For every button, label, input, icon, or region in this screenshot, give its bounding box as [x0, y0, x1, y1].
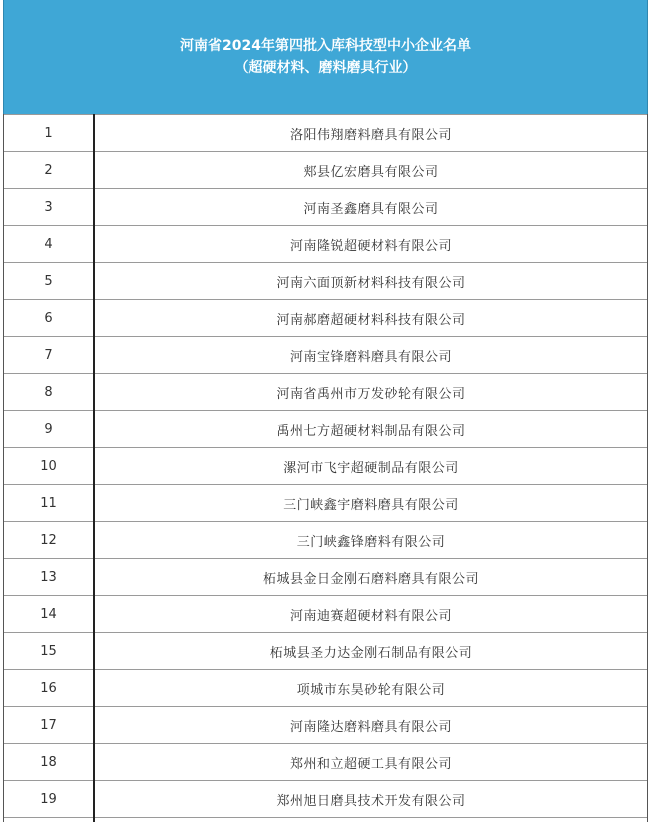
row-number: 1: [4, 115, 94, 152]
table-row: [4, 781, 647, 818]
company-name: 项城市东昊砂轮有限公司: [94, 670, 647, 707]
row-number: 3: [4, 189, 94, 226]
company-name: 河南宝锋磨料磨具有限公司: [94, 337, 647, 374]
list-header: [3, 0, 648, 114]
table-row: [4, 226, 647, 263]
row-number: 10: [4, 448, 94, 485]
company-name: 河南省禹州市万发砂轮有限公司: [94, 374, 647, 411]
row-number: 13: [4, 559, 94, 596]
row-number: 2: [4, 152, 94, 189]
row-number: 11: [4, 485, 94, 522]
company-name: 柘城县圣力达金刚石制品有限公司: [94, 633, 647, 670]
page-title: 河南省2024年第四批入库科技型中小企业名单: [180, 38, 471, 54]
row-number: 19: [4, 781, 94, 818]
row-number: 7: [4, 337, 94, 374]
row-number: [4, 818, 94, 822]
page-subtitle: （超硬材料、磨料磨具行业）: [234, 60, 417, 76]
table-row: [4, 744, 647, 781]
table-row: [4, 596, 647, 633]
company-name: 三门峡鑫锋磨料有限公司: [94, 522, 647, 559]
table-row: [4, 152, 647, 189]
table-row: [4, 707, 647, 744]
table-row: [4, 189, 647, 226]
row-number: 17: [4, 707, 94, 744]
table-row: [4, 337, 647, 374]
company-name: 郑州和立超硬工具有限公司: [94, 744, 647, 781]
company-name: 漯河市飞宇超硬制品有限公司: [94, 448, 647, 485]
row-number: 8: [4, 374, 94, 411]
row-number: 4: [4, 226, 94, 263]
company-name: 河南圣鑫磨具有限公司: [94, 189, 647, 226]
table-row: [4, 411, 647, 448]
company-name: 柘城县金日金刚石磨料磨具有限公司: [94, 559, 647, 596]
row-number: 9: [4, 411, 94, 448]
table-row: [4, 818, 647, 822]
company-name: 洛阳伟翔磨料磨具有限公司: [94, 115, 647, 152]
row-number: 18: [4, 744, 94, 781]
company-name: 河南六面顶新材料科技有限公司: [94, 263, 647, 300]
company-table-wrapper: [3, 114, 648, 822]
table-row: [4, 522, 647, 559]
company-name: 郑州旭日磨具技术开发有限公司: [94, 781, 647, 818]
table-row: [4, 633, 647, 670]
table-row: [4, 448, 647, 485]
company-name: 河南隆锐超硬材料有限公司: [94, 226, 647, 263]
row-number: 6: [4, 300, 94, 337]
row-number: 16: [4, 670, 94, 707]
row-number: 15: [4, 633, 94, 670]
row-number: 12: [4, 522, 94, 559]
table-row: [4, 559, 647, 596]
table-row: [4, 670, 647, 707]
table-row: [4, 485, 647, 522]
table-row: [4, 115, 647, 152]
company-name: 河南迪赛超硬材料有限公司: [94, 596, 647, 633]
company-table: [4, 114, 647, 822]
table-row: [4, 374, 647, 411]
company-name: [94, 818, 647, 822]
company-name: 郏县亿宏磨具有限公司: [94, 152, 647, 189]
company-name: 三门峡鑫宇磨料磨具有限公司: [94, 485, 647, 522]
company-name: 河南隆达磨料磨具有限公司: [94, 707, 647, 744]
table-row: [4, 263, 647, 300]
company-name: 河南郝磨超硬材料科技有限公司: [94, 300, 647, 337]
table-row: [4, 300, 647, 337]
row-number: 5: [4, 263, 94, 300]
company-name: 禹州七方超硬材料制品有限公司: [94, 411, 647, 448]
row-number: 14: [4, 596, 94, 633]
